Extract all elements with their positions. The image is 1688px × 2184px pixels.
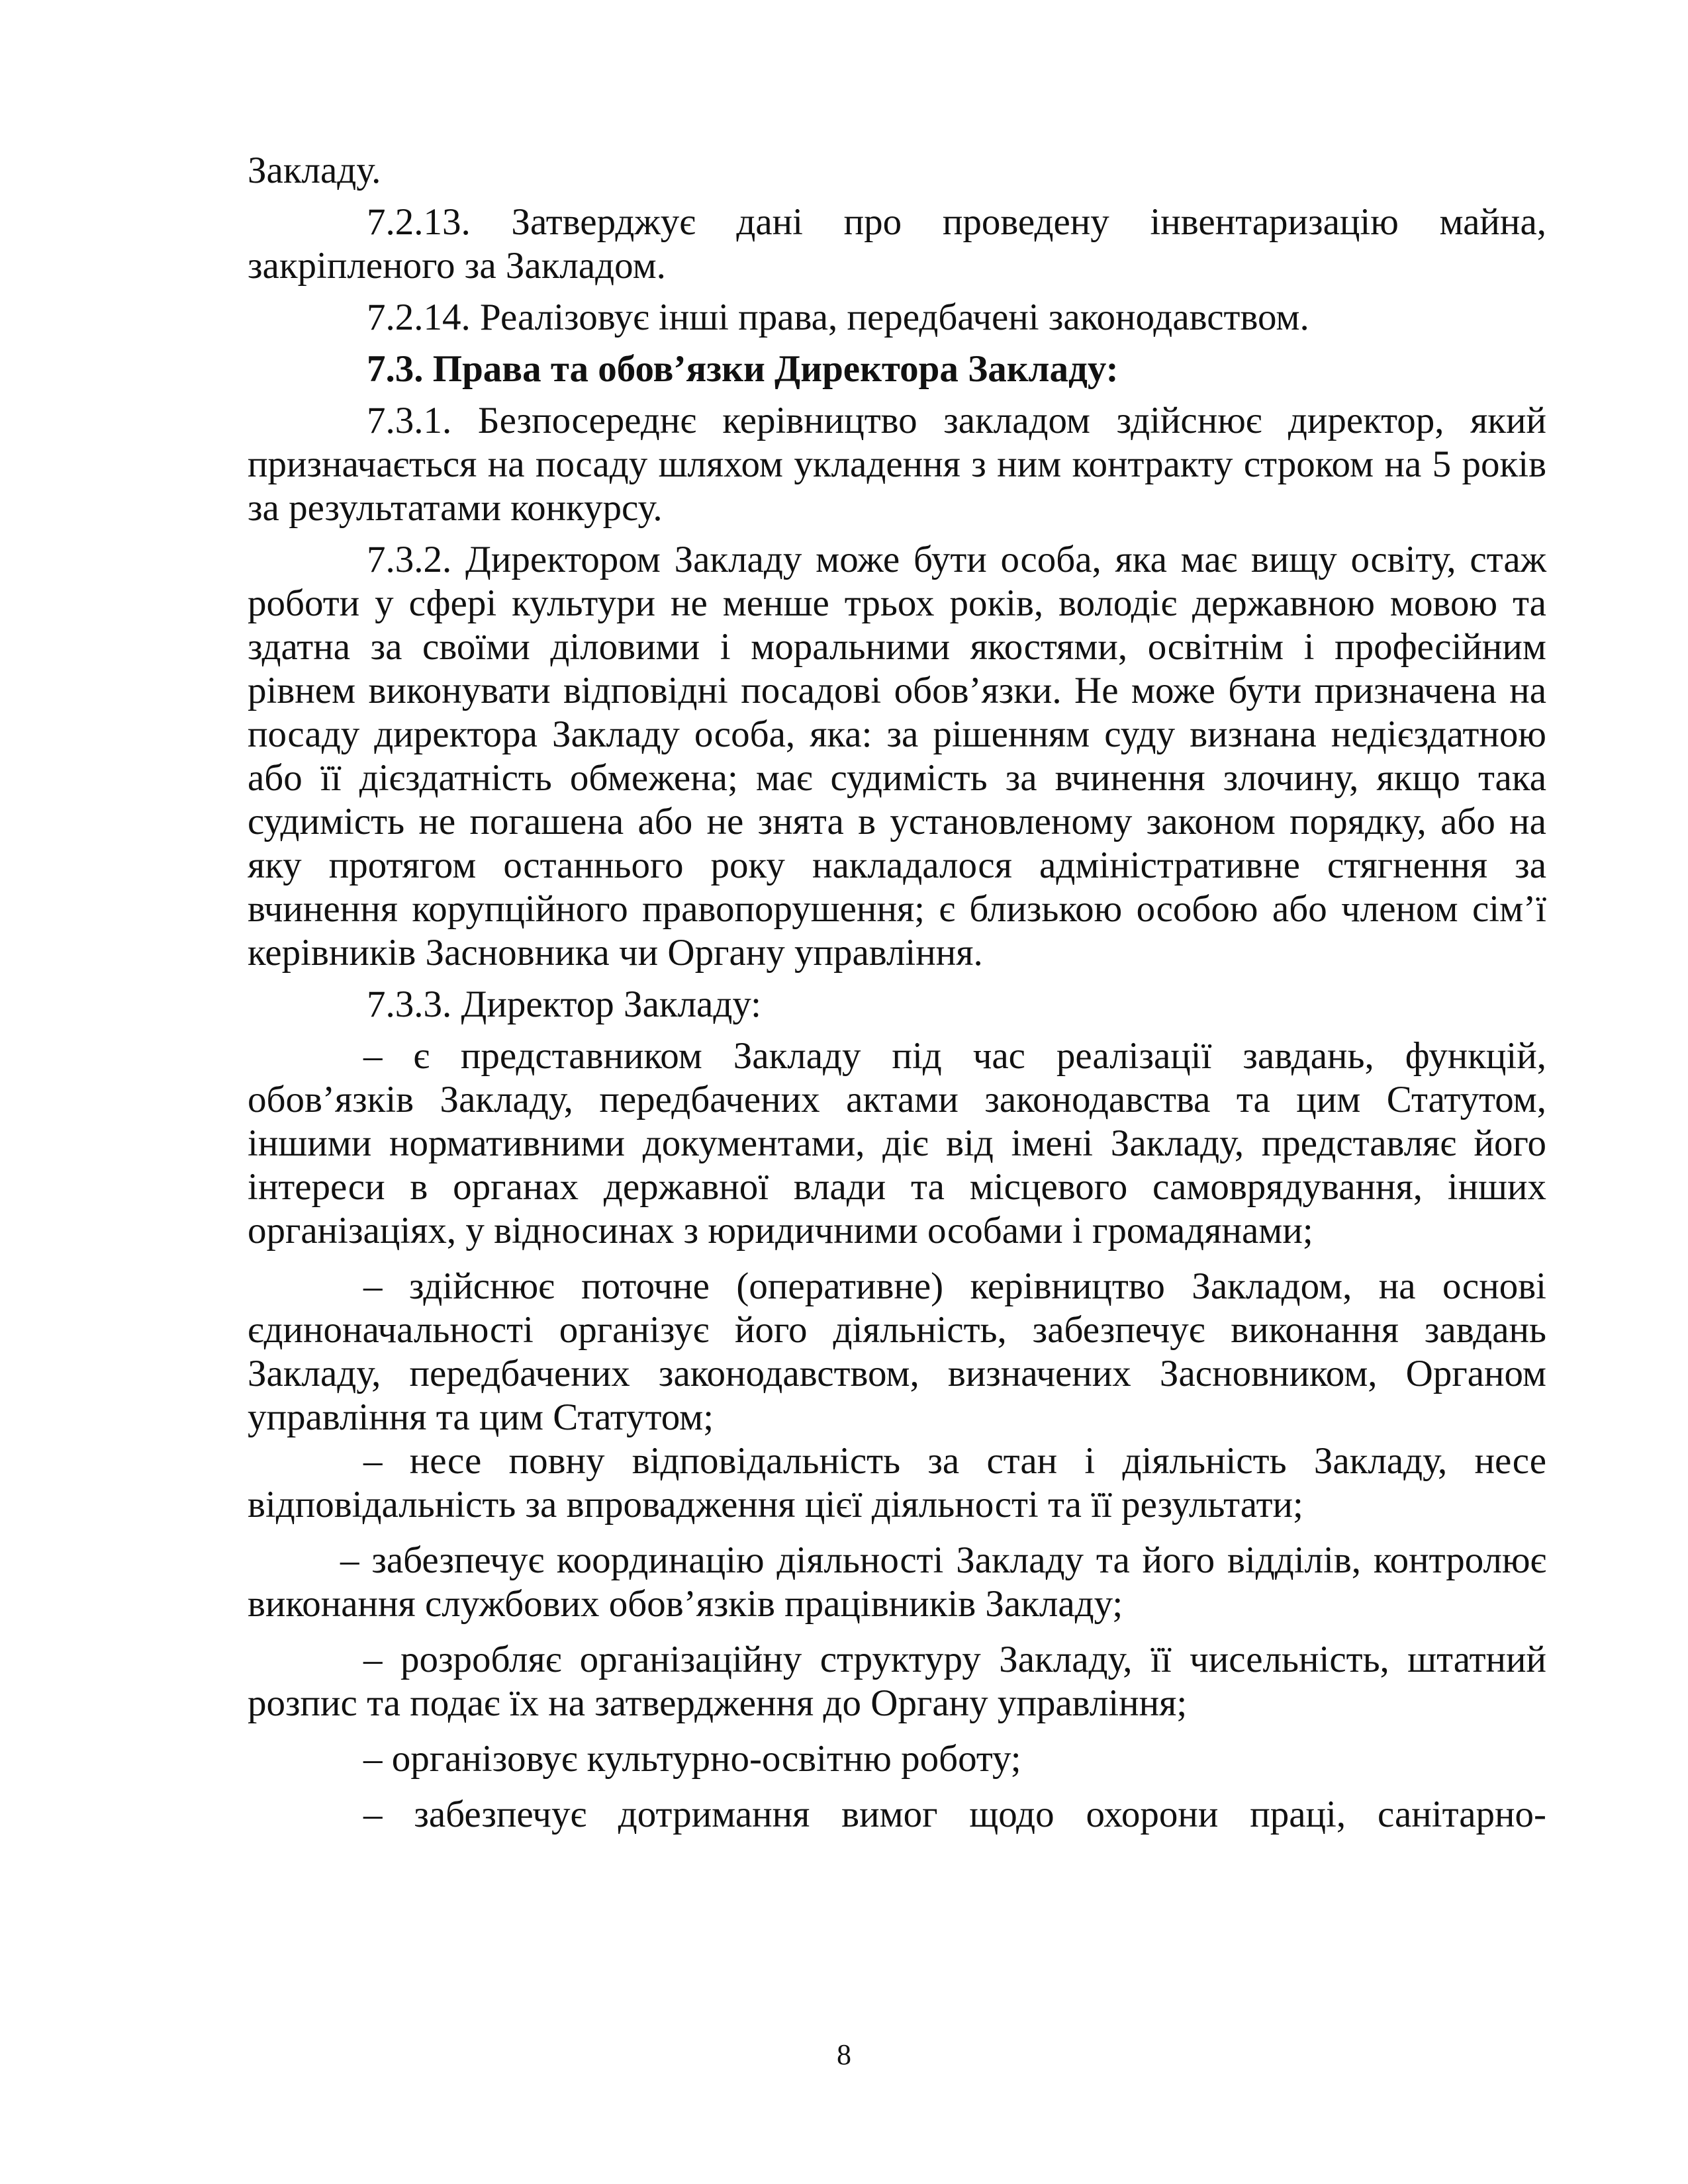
paragraph-7-2-14: 7.2.14. Реалізовує інші права, передбачені законодавством.	[367, 296, 1309, 338]
section-heading-7-3: 7.3. Права та обов’язки Директора Закладу:	[367, 348, 1119, 390]
paragraph-7-2-13: 7.2.13. Затверджує дані про проведену інвентаризацію майна, закріпленого за Закладом.	[248, 201, 1546, 287]
paragraph-continuation: Закладу.	[248, 150, 381, 191]
list-item-coordination: – забезпечує координацію діяльності Закладу та його відділів, контролює виконання службових обов’язків працівників Закладу;	[248, 1539, 1546, 1625]
list-item-responsibility: – несе повну відповідальність за стан і діяльність Закладу, несе відповідальність за впровадження цієї діяльності та її результати;	[248, 1440, 1546, 1525]
list-item-structure: – розробляє організаційну структуру Закладу, її чисельність, штатний розпис та подає їх на затвердження до Органу управління;	[248, 1639, 1546, 1724]
document-body	[248, 149, 1546, 1837]
page-number: 8	[837, 2038, 851, 2071]
list-item-representative: – є представником Закладу під час реалізації завдань, функцій, обов’язків Закладу, передбачених актами законодавства та цим Статутом, іншими нормативними документами, діє від імені Закладу, представляє його інтереси в органах державної влади та місцевого самоврядування, інших організаціях, у відносинах з юридичними особами і громадянами;	[248, 1035, 1546, 1251]
paragraph-7-3-2: 7.3.2. Директором Закладу може бути особа, яка має вищу освіту, стаж роботи у сфері культури не менше трьох років, володіє державною мовою та здатна за своїми діловими і моральними якостями, освітнім і професійним рівнем виконувати відповідні посадові обов’язки. Не може бути призначена на посаду директора Закладу особа, яка: за рішенням суду визнана недієздатною або її дієздатність обмежена; має судимість за вчинення злочину, якщо така судимість не погашена або не знята в установленому законом порядку, або на яку протягом останнього року накладалося адміністративне стягнення за вчинення корупційного правопорушення; є близькою особою або членом сім’ї керівників Засновника чи Органу управління.	[248, 539, 1546, 974]
list-item-cultural-work: – організовує культурно-освітню роботу;	[363, 1738, 1021, 1780]
paragraph-7-3-1: 7.3.1. Безпосереднє керівництво закладом здійснює директор, який призначається на посаду шляхом укладення з ним контракту строком на 5 років за результатами конкурсу.	[248, 400, 1546, 529]
list-item-labor-safety: – забезпечує дотримання вимог щодо охорони праці, санітарно-	[363, 1794, 1546, 1835]
list-item-management: – здійснює поточне (оперативне) керівництво Закладом, на основі єдиноначальності організує його діяльність, забезпечує виконання завдань Закладу, передбачених законодавством, визначених Засновником, Органом управління та цим Статутом;	[248, 1265, 1546, 1438]
paragraph-7-3-3: 7.3.3. Директор Закладу:	[367, 983, 761, 1025]
